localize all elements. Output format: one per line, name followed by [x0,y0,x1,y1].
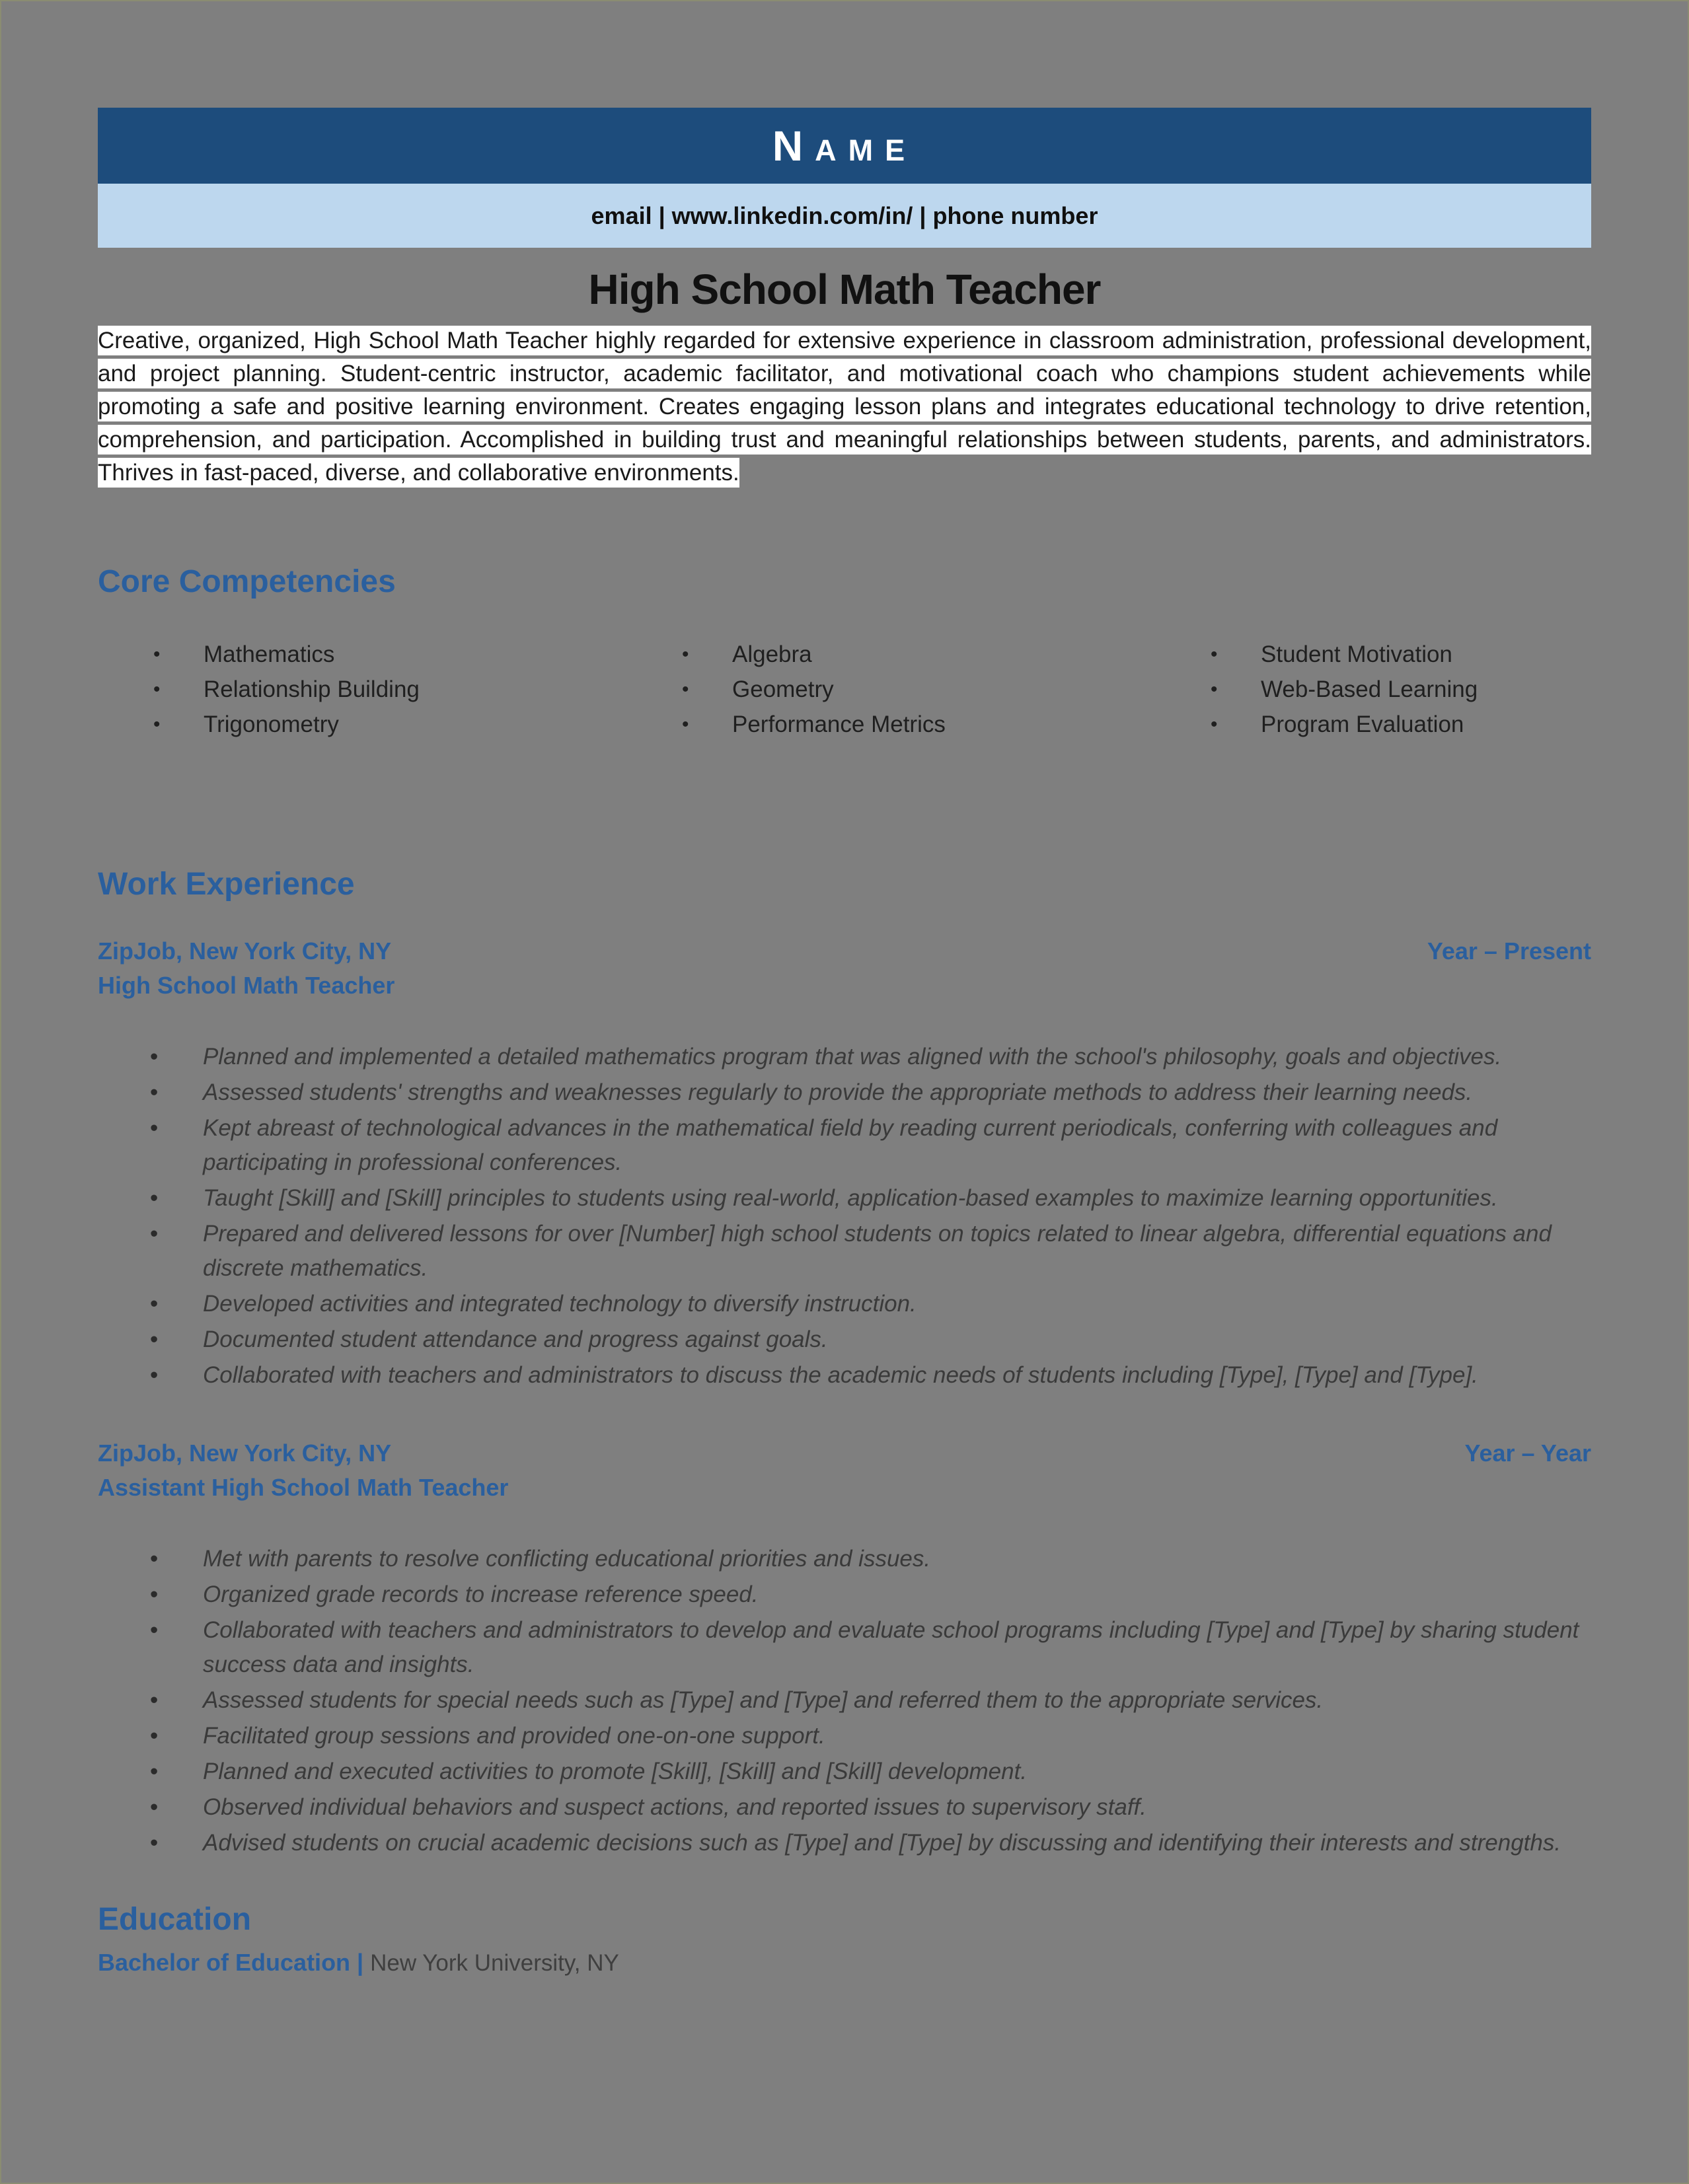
job-bullet: • Developed activities and integrated technology to diversify instruction. [98,1287,1591,1321]
job-dates: Year – Present [1427,937,1591,965]
job-header [98,934,1591,968]
summary-paragraph [98,324,1591,490]
summary-text: Creative, organized, High School Math Teacher highly regarded for extensive experience in classroom administration, professional development, and project planning. Student-centric instructor, academic facilitator, and motivational coach who champions student achievements while promoting a safe and positive learning environment. Creates engaging lesson plans and integrates educational technology to drive retention, comprehension, and participation. Accomplished in building trust and meaningful relationships between students, parents, and administrators. Thrives in fast-paced, diverse, and collaborative environments. [98,326,1591,488]
competency-grid [98,637,1591,742]
company-name: ZipJob, New York City, NY [98,1439,392,1467]
job-bullet: • Met with parents to resolve conflicting educational priorities and issues. [98,1542,1591,1576]
job-dates: Year – Year [1464,1439,1591,1467]
competency-item: • Program Evaluation [1155,707,1591,742]
competency-item: • Performance Metrics [626,707,1155,742]
spacer [98,1394,1591,1436]
competency-column-1 [98,637,626,742]
job-entry-1 [98,934,1591,1393]
job-bullet: • Collaborated with teachers and administrators to develop and evaluate school programs including [Type] and [Type] by sharing student success data and insights. [98,1613,1591,1682]
competency-column-3 [1155,637,1591,742]
job-bullet: • Collaborated with teachers and administrators to discuss the academic needs of students including [Type], [Type] and [Type]. [98,1358,1591,1393]
job-header [98,1436,1591,1471]
job-bullet: • Advised students on crucial academic decisions such as [Type] and [Type] by discussing and identifying their interests and strengths. [98,1826,1591,1860]
competency-item: • Web-Based Learning [1155,672,1591,707]
job-bullet: • Planned and executed activities to promote [Skill], [Skill] and [Skill] development. [98,1755,1591,1789]
competency-item: • Geometry [626,672,1155,707]
candidate-name: Name [772,122,917,170]
job-bullet: • Observed individual behaviors and suspect actions, and reported issues to supervisory staff. [98,1790,1591,1825]
job-bullet: • Kept abreast of technological advances in the mathematical field by reading current periodicals, conferring with colleagues and participating in professional conferences. [98,1111,1591,1180]
job-bullet: • Assessed students for special needs such as [Type] and [Type] and referred them to the appropriate services. [98,1683,1591,1718]
job-position: High School Math Teacher [98,972,395,999]
job-bullet: • Documented student attendance and progress against goals. [98,1323,1591,1357]
education-entry [98,1946,1591,1981]
competency-item: • Trigonometry [98,707,626,742]
education-degree: Bachelor of Education | [98,1949,364,1976]
competency-column-2 [626,637,1155,742]
job-entry-2 [98,1436,1591,1860]
education-school: New York University, NY [370,1950,619,1976]
resume-title: High School Math Teacher [588,266,1101,313]
competency-item: • Student Motivation [1155,637,1591,672]
section-heading-education: Education [98,1902,252,1937]
job-bullet: • Assessed students' strengths and weaknesses regularly to provide the appropriate methods to address their learning needs. [98,1075,1591,1110]
competency-item: • Mathematics [98,637,626,672]
job-bullet: • Prepared and delivered lessons for over [Number] high school students on topics related to linear algebra, differential equations and discrete mathematics. [98,1217,1591,1286]
job-bullet-list [98,1040,1591,1393]
job-bullet: • Organized grade records to increase reference speed. [98,1578,1591,1612]
company-name: ZipJob, New York City, NY [98,937,392,965]
job-bullet: • Planned and implemented a detailed mathematics program that was aligned with the school's philosophy, goals and objectives. [98,1040,1591,1074]
page-content [1,108,1688,1981]
job-bullet: • Taught [Skill] and [Skill] principles to students using real-world, application-based examples to maximize learning opportunities. [98,1181,1591,1216]
contact-bar [98,184,1591,248]
contact-info: email | www.linkedin.com/in/ | phone number [591,201,1098,229]
job-bullet-list [98,1542,1591,1860]
job-position: Assistant High School Math Teacher [98,1474,509,1501]
section-heading-work-experience: Work Experience [98,867,355,902]
job-bullet: • Facilitated group sessions and provided one-on-one support. [98,1719,1591,1753]
competency-item: • Relationship Building [98,672,626,707]
competency-item: • Algebra [626,637,1155,672]
section-heading-core-competencies: Core Competencies [98,564,396,599]
name-header-bar [98,108,1591,184]
